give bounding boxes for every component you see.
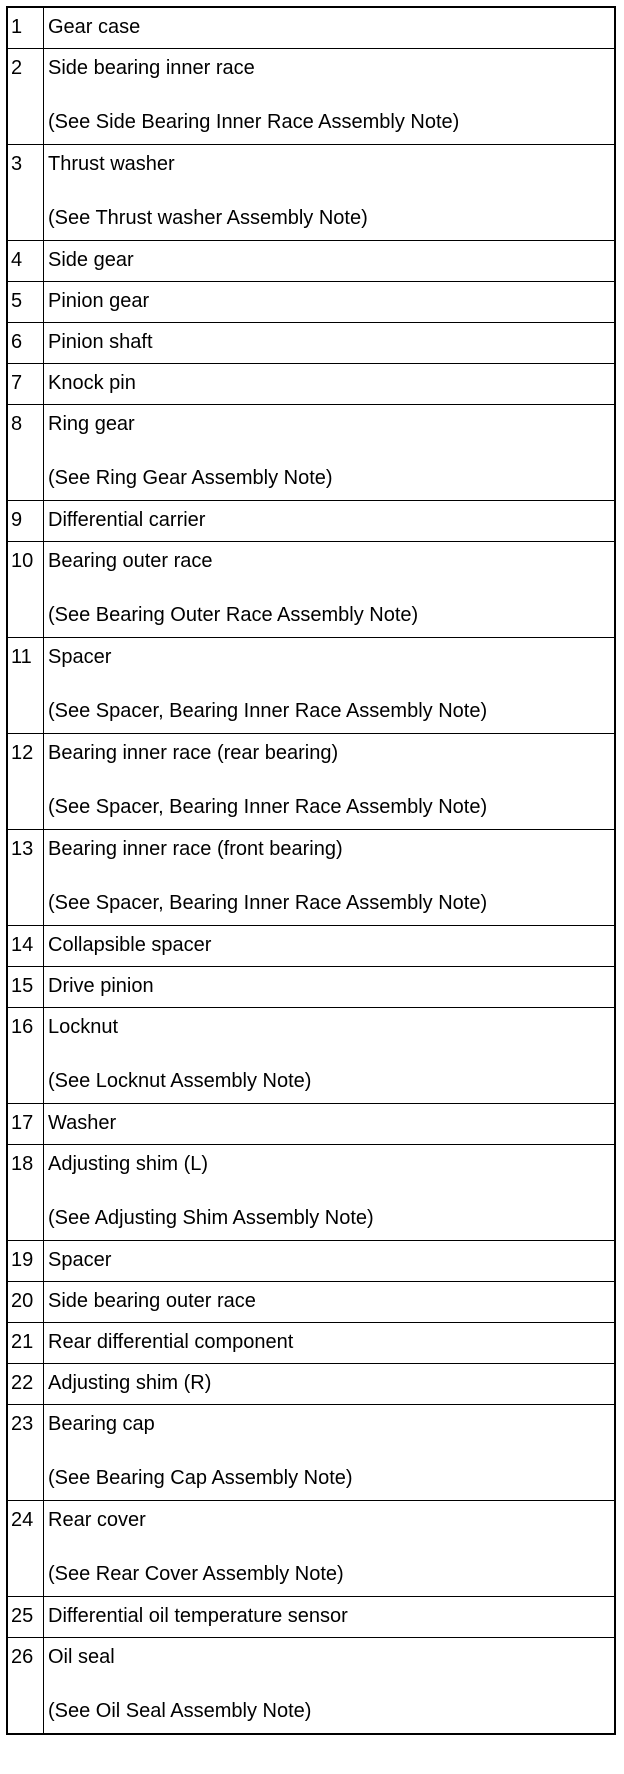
parts-table-body	[7, 7, 615, 1734]
table-row	[7, 7, 615, 49]
part-number: 23	[11, 1413, 34, 1435]
table-row	[7, 1501, 615, 1597]
table-row	[7, 1364, 615, 1405]
part-name: Rear cover	[48, 1509, 146, 1531]
part-name: Pinion shaft	[48, 331, 153, 353]
part-number-cell	[7, 145, 44, 241]
part-number: 9	[11, 509, 23, 531]
part-description-cell	[44, 241, 616, 282]
part-description-cell	[44, 145, 616, 241]
table-row	[7, 405, 615, 501]
part-number-cell	[7, 1282, 44, 1323]
part-name: Ring gear	[48, 413, 135, 435]
table-row	[7, 282, 615, 323]
part-number-cell	[7, 501, 44, 542]
part-number-cell	[7, 405, 44, 501]
part-number: 21	[11, 1331, 34, 1353]
part-number: 20	[11, 1290, 34, 1312]
part-number: 17	[11, 1112, 34, 1134]
table-row	[7, 967, 615, 1008]
part-name: Spacer	[48, 1249, 112, 1271]
part-description-cell	[44, 1323, 616, 1364]
part-number-cell	[7, 830, 44, 926]
part-number: 18	[11, 1153, 34, 1175]
part-number-cell	[7, 1145, 44, 1241]
table-row	[7, 1638, 615, 1735]
part-number-cell	[7, 282, 44, 323]
part-number: 3	[11, 153, 23, 175]
part-number-cell	[7, 734, 44, 830]
parts-table	[6, 6, 616, 1735]
table-row	[7, 241, 615, 282]
part-number-cell	[7, 1241, 44, 1282]
part-number: 15	[11, 975, 34, 997]
part-name: Bearing outer race	[48, 550, 213, 572]
part-number: 14	[11, 934, 34, 956]
part-name: Bearing cap	[48, 1413, 155, 1435]
part-description-cell	[44, 49, 616, 145]
table-row	[7, 49, 615, 145]
part-number: 10	[11, 550, 34, 572]
part-number-cell	[7, 7, 44, 49]
table-row	[7, 323, 615, 364]
part-description-cell	[44, 926, 616, 967]
part-name: Side gear	[48, 249, 134, 271]
part-number-cell	[7, 542, 44, 638]
assembly-note: (See Rear Cover Assembly Note)	[48, 1563, 344, 1585]
part-name: Differential oil temperature sensor	[48, 1605, 348, 1627]
part-number: 13	[11, 838, 34, 860]
part-number-cell	[7, 967, 44, 1008]
part-number-cell	[7, 323, 44, 364]
part-name: Side bearing outer race	[48, 1290, 256, 1312]
part-description-cell	[44, 1008, 616, 1104]
part-name: Differential carrier	[48, 509, 206, 531]
part-description-cell	[44, 282, 616, 323]
part-description-cell	[44, 1241, 616, 1282]
part-name: Rear differential component	[48, 1331, 294, 1353]
part-number-cell	[7, 1638, 44, 1735]
part-name: Drive pinion	[48, 975, 154, 997]
part-description-cell	[44, 364, 616, 405]
assembly-note: (See Thrust washer Assembly Note)	[48, 207, 368, 229]
table-row	[7, 364, 615, 405]
part-description-cell	[44, 967, 616, 1008]
part-number: 5	[11, 290, 23, 312]
part-number-cell	[7, 49, 44, 145]
assembly-note: (See Locknut Assembly Note)	[48, 1070, 312, 1092]
part-name: Washer	[48, 1112, 117, 1134]
part-description-cell	[44, 1597, 616, 1638]
assembly-note: (See Adjusting Shim Assembly Note)	[48, 1207, 374, 1229]
part-number-cell	[7, 1104, 44, 1145]
table-row	[7, 1241, 615, 1282]
part-name: Gear case	[48, 16, 141, 38]
assembly-note: (See Side Bearing Inner Race Assembly Note)	[48, 111, 460, 133]
part-number-cell	[7, 1364, 44, 1405]
part-number: 16	[11, 1016, 34, 1038]
part-number: 4	[11, 249, 23, 271]
part-description-cell	[44, 1405, 616, 1501]
part-name: Oil seal	[48, 1646, 115, 1668]
part-description-cell	[44, 542, 616, 638]
part-name: Thrust washer	[48, 153, 175, 175]
table-row	[7, 1323, 615, 1364]
table-row	[7, 1597, 615, 1638]
assembly-note: (See Oil Seal Assembly Note)	[48, 1700, 312, 1722]
part-description-cell	[44, 1104, 616, 1145]
assembly-note: (See Spacer, Bearing Inner Race Assembly Note)	[48, 796, 488, 818]
part-name: Locknut	[48, 1016, 119, 1038]
part-number: 26	[11, 1646, 34, 1668]
part-description-cell	[44, 405, 616, 501]
part-description-cell	[44, 1145, 616, 1241]
part-number-cell	[7, 926, 44, 967]
table-row	[7, 830, 615, 926]
table-row	[7, 638, 615, 734]
part-description-cell	[44, 1501, 616, 1597]
part-name: Side bearing inner race	[48, 57, 255, 79]
table-row	[7, 734, 615, 830]
part-number-cell	[7, 1008, 44, 1104]
part-number-cell	[7, 241, 44, 282]
part-number-cell	[7, 364, 44, 405]
part-number: 22	[11, 1372, 34, 1394]
part-name: Adjusting shim (R)	[48, 1372, 212, 1394]
table-row	[7, 542, 615, 638]
part-number: 2	[11, 57, 23, 79]
part-description-cell	[44, 638, 616, 734]
part-description-cell	[44, 323, 616, 364]
table-row	[7, 926, 615, 967]
part-name: Pinion gear	[48, 290, 150, 312]
part-number-cell	[7, 1405, 44, 1501]
assembly-note: (See Spacer, Bearing Inner Race Assembly Note)	[48, 700, 488, 722]
part-number: 12	[11, 742, 34, 764]
part-name: Collapsible spacer	[48, 934, 212, 956]
part-number: 24	[11, 1509, 34, 1531]
part-number: 11	[11, 646, 32, 668]
part-name: Bearing inner race (front bearing)	[48, 838, 343, 860]
part-name: Spacer	[48, 646, 112, 668]
table-row	[7, 501, 615, 542]
part-number-cell	[7, 1501, 44, 1597]
part-name: Bearing inner race (rear bearing)	[48, 742, 339, 764]
part-name: Knock pin	[48, 372, 136, 394]
part-number-cell	[7, 1323, 44, 1364]
table-row	[7, 145, 615, 241]
table-row	[7, 1104, 615, 1145]
assembly-note: (See Spacer, Bearing Inner Race Assembly Note)	[48, 892, 488, 914]
part-number: 7	[11, 372, 23, 394]
table-row	[7, 1145, 615, 1241]
table-row	[7, 1282, 615, 1323]
table-row	[7, 1008, 615, 1104]
table-row	[7, 1405, 615, 1501]
part-number: 19	[11, 1249, 34, 1271]
part-number: 1	[11, 16, 23, 38]
part-description-cell	[44, 1364, 616, 1405]
part-description-cell	[44, 501, 616, 542]
part-description-cell	[44, 1282, 616, 1323]
part-number: 6	[11, 331, 23, 353]
part-description-cell	[44, 7, 616, 49]
part-number: 25	[11, 1605, 34, 1627]
part-description-cell	[44, 830, 616, 926]
part-description-cell	[44, 1638, 616, 1735]
part-number-cell	[7, 1597, 44, 1638]
assembly-note: (See Bearing Cap Assembly Note)	[48, 1467, 353, 1489]
part-description-cell	[44, 734, 616, 830]
part-number: 8	[11, 413, 23, 435]
assembly-note: (See Bearing Outer Race Assembly Note)	[48, 604, 419, 626]
part-name: Adjusting shim (L)	[48, 1153, 209, 1175]
part-number-cell	[7, 638, 44, 734]
assembly-note: (See Ring Gear Assembly Note)	[48, 467, 333, 489]
